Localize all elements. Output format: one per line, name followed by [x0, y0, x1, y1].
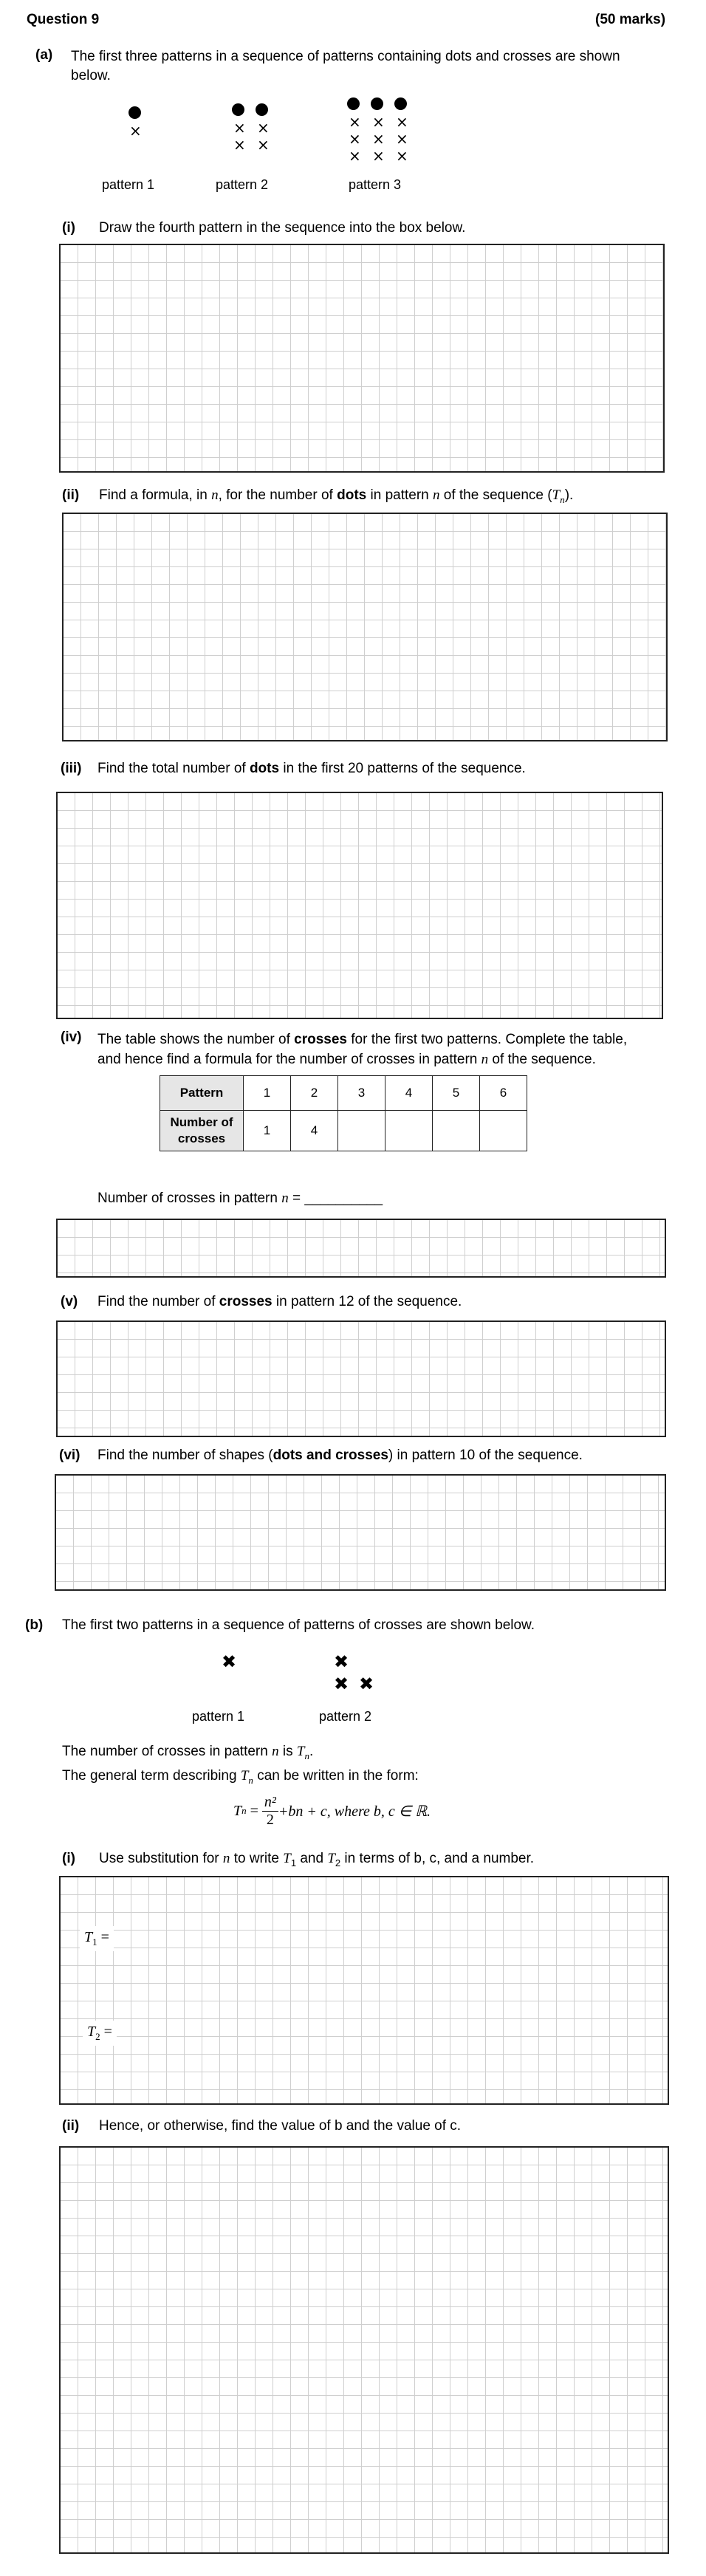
cross: ×: [396, 130, 408, 148]
cross: ×: [396, 113, 408, 131]
part-b-i-label: (i): [62, 1851, 75, 1866]
answer-box-a-v[interactable]: [56, 1320, 666, 1437]
table-header-cell: Number of crosses: [160, 1111, 244, 1151]
answer-box-b-i[interactable]: [59, 1876, 669, 2105]
table-cell: 5: [433, 1076, 480, 1111]
dot: [347, 97, 360, 110]
cross: ×: [349, 113, 361, 131]
table-input-cell[interactable]: [385, 1111, 433, 1151]
part-a-ii-text: Find a formula, in n, for the number of dots in pattern n of the sequence $(T_n)$.: [99, 487, 574, 505]
part-a-iii-text: Find the total number of dots in the first 20 patterns of the sequence.: [97, 761, 526, 776]
table-cell: 4: [385, 1076, 433, 1111]
cross: ×: [349, 147, 361, 165]
table-row: [160, 1111, 527, 1151]
table-input-cell[interactable]: [433, 1111, 480, 1151]
part-b-label: (b): [25, 1617, 44, 1633]
answer-box-b-ii[interactable]: [59, 2146, 669, 2554]
table-input-cell[interactable]: [338, 1111, 385, 1151]
crosses-table: [160, 1075, 527, 1151]
part-a-iv-label: (iv): [61, 1030, 82, 1045]
question-title: Question 9: [27, 12, 100, 27]
cross: ×: [372, 130, 385, 148]
cross: ×: [233, 136, 246, 154]
cross: ✖: [359, 1674, 374, 1694]
part-a-label: (a): [35, 47, 53, 63]
table-cell: 3: [338, 1076, 385, 1111]
cross: ×: [396, 147, 408, 165]
cross: ×: [233, 119, 246, 137]
pattern-2-label: pattern 2: [216, 177, 269, 192]
cross: ×: [349, 130, 361, 148]
answer-box-a-iv[interactable]: [56, 1219, 666, 1278]
answer-box-a-vi[interactable]: [55, 1474, 666, 1591]
part-a-v-text: Find the number of crosses in pattern 12 of the sequence.: [97, 1294, 462, 1309]
part-a-vi-text: Find the number of shapes (dots and crosses) in pattern 10 of the sequence.: [97, 1448, 583, 1463]
part-b-i-text: Use substitution for n to write $T_1$ and $T_2$ in terms of b, c, and a number.: [99, 1851, 535, 1868]
t2-prompt: $T_2$ =: [83, 2021, 117, 2046]
table-cell: 2: [291, 1076, 338, 1111]
dot: [232, 103, 244, 116]
dot: [128, 106, 141, 119]
cross: ×: [257, 136, 270, 154]
cross: ×: [372, 113, 385, 131]
crosses-formula-prompt: Number of crosses in pattern n = __________: [97, 1191, 383, 1206]
part-a-i-text: Draw the fourth pattern in the sequence into the box below.: [99, 220, 466, 236]
marks-label: (50 marks): [595, 12, 666, 27]
table-input-cell[interactable]: [480, 1111, 527, 1151]
pattern-1-label: pattern 1: [192, 1709, 245, 1724]
table-cell: 1: [244, 1076, 291, 1111]
cross: ✖: [222, 1651, 237, 1672]
pattern-3-label: pattern 3: [349, 177, 402, 192]
part-b-ii-text: Hence, or otherwise, find the value of b and the value of c.: [99, 2118, 462, 2134]
cross: ×: [129, 122, 142, 140]
cross: ✖: [334, 1674, 349, 1694]
part-a-i-label: (i): [62, 220, 75, 236]
pattern-2-label: pattern 2: [319, 1709, 372, 1724]
part-b-intro: The first two patterns in a sequence of patterns of crosses are shown below.: [62, 1617, 535, 1633]
pattern-1-label: pattern 1: [102, 177, 155, 192]
table-row: [160, 1076, 527, 1111]
dot: [256, 103, 268, 116]
table-cell: 4: [291, 1111, 338, 1151]
part-a-intro: The first three patterns in a sequence of patterns containing dots and crosses are shown below.: [71, 49, 620, 83]
fraction: $\frac{\text{n²}}{2}$: [262, 1794, 278, 1829]
cross: ×: [372, 147, 385, 165]
part-a-iii-label: (iii): [61, 761, 82, 776]
table-cell: 1: [244, 1111, 291, 1151]
dot: [371, 97, 383, 110]
answer-box-a-i[interactable]: [59, 244, 665, 473]
table-header-cell: Pattern: [160, 1076, 244, 1111]
general-term-formula: T n = $\frac{\text{n²}}{2}$ +bn + c, where b, c ∈ ℝ.: [233, 1793, 431, 1828]
answer-box-a-iii[interactable]: [56, 792, 663, 1019]
part-b-ii-label: (ii): [62, 2118, 80, 2134]
part-a-iv-text: The table shows the number of crosses for the first two patterns. Complete the table, and hence find a formula for the number of crosses in pattern n of the sequence.: [97, 1032, 628, 1067]
dot: [394, 97, 407, 110]
part-b-definition: The number of crosses in pattern n is $T_n$. The general term describing $T_n$ can be written in the form:: [62, 1744, 419, 1786]
part-a-v-label: (v): [61, 1294, 78, 1309]
t1-prompt: $T_1$ =: [80, 1926, 114, 1951]
cross: ×: [257, 119, 270, 137]
part-a-vi-label: (vi): [59, 1448, 80, 1463]
part-a-ii-label: (ii): [62, 487, 80, 503]
answer-box-a-ii[interactable]: [62, 513, 668, 741]
table-cell: 6: [480, 1076, 527, 1111]
cross: ✖: [334, 1651, 349, 1672]
